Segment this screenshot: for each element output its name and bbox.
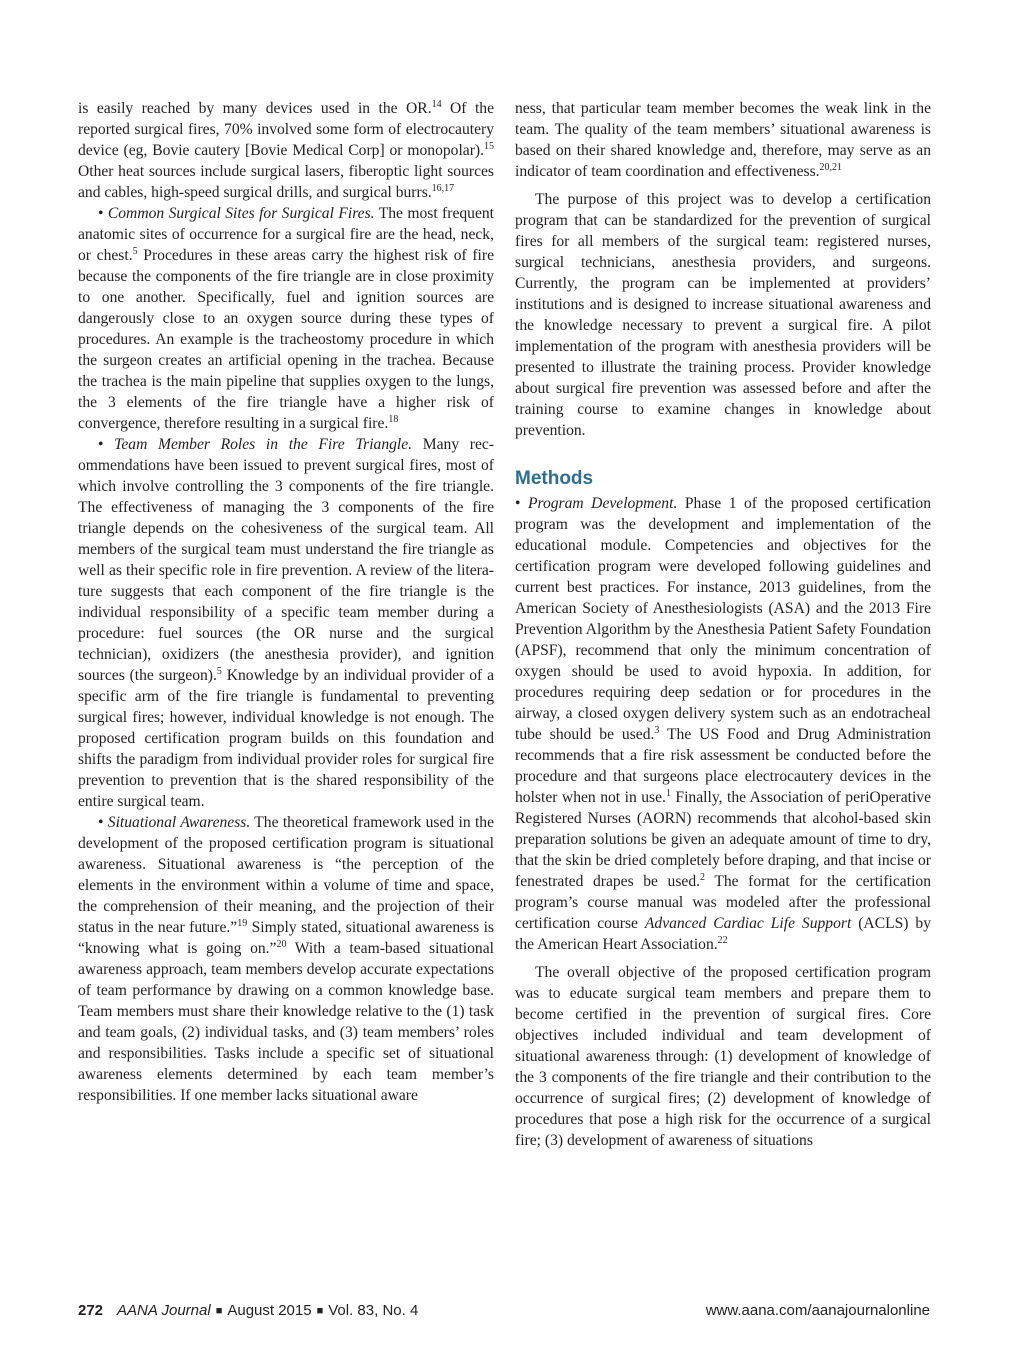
body-text: Many recommendations have been issued to prevent surgical fires, most of which involve controlling the 3 components of the fire triangle. The effectiveness of managing the 3 components of the fire triangle depends on the cohesiveness of the surgical team. All members of the surgical team must understand the fire triangle as well as their specific role in fire prevention. A review of the literature suggests that each component of the fire triangle is the individual responsibility of a specific team member during a procedure: fuel sources (the OR nurse and the surgical technician), oxidizers (the anesthesia provider), and ignition sources (the surgeon). (78, 436, 495, 684)
journal-name: AANA Journal (117, 1302, 211, 1319)
body-text: is easily reached by many devices used in the OR. (78, 100, 432, 117)
body-text: Other heat sources include surgical lasers, fiberoptic light sources and cables, high-speed surgical drills, and surgical burrs. (78, 163, 494, 201)
body-text: The most frequent anatomic sites of occurrence for a surgical fire are the head, neck, or chest. (78, 205, 495, 264)
body-text: The overall objective of the proposed certification program was to educate surgical team members and prepare them to become certified in the prevention of surgical fires. Core objectives included individual and team development of situational awareness through: (1) development of knowledge of the 3 components of the fire triangle and their contribution to the occurrence of surgical fires; (2) development of knowledge of procedures that pose a high risk for the occurrence of a surgical fire; (3) development of awareness of situations (515, 964, 931, 1149)
citation: 19 (237, 918, 248, 929)
body-text: Procedures in these areas carry the highest risk of fire because the components of the fire triangle are in close proximity to one another. Specifically, fuel and ignition sources are dangerously close to an oxygen source during these types of procedures. An example is the tracheostomy procedure in which the surgeon creates an artificial opening in the trachea. Because the trachea is the main pipeline that supplies oxygen to the lungs, the 3 elements of the fire triangle have a higher risk of convergence, therefore resulting in a surgical fire. (78, 247, 494, 432)
issue-date: August 2015 (227, 1302, 312, 1319)
paragraph-situational-awareness (78, 812, 494, 1106)
body-text: Phase 1 of the proposed certification program was the development and implementation of the educational module. Competencies and objectives for the certification program were developed following guidelines and current best practices. For instance, 2013 guidelines, from the American Society of Anesthesiologists (ASA) and the 2013 Fire Prevention Algorithm by the Anesthesia Patient Safety Foundation (APSF), recommend that only the minimum concentration of oxygen should be used to avoid hypoxia. In addition, for procedures requiring deep sedation or for procedures in the airway, a closed oxygen delivery system such as an endotracheal tube should be used. (515, 495, 931, 743)
right-column (515, 98, 931, 1151)
subsection-title: Team Member Roles in the Fire Triangle. (114, 436, 413, 453)
course-title: Advanced Cardiac Life Support (644, 915, 852, 932)
citation: 16,17 (431, 183, 455, 194)
bullet: • (98, 436, 115, 453)
separator-square-icon: ■ (316, 1305, 324, 1317)
left-column (78, 98, 494, 1106)
paragraph-fire-sources (78, 98, 494, 203)
body-text: Simply stated, situational awareness is “knowing what is going on.” (78, 919, 494, 957)
section-heading-methods: Methods (515, 468, 594, 489)
body-text: Finally, the Association of periOperative Registered Nurses (AORN) recommends that alcohol-based skin preparation solutions be given an adequate amount of time to dry, that the skin be dried completely before draping, and that incise or fenestrated drapes be used. (515, 789, 931, 890)
volume-issue: Vol. 83, No. 4 (328, 1302, 419, 1319)
citation: 3 (654, 725, 660, 736)
journal-url[interactable]: www.aana.com/aanajournalonline (705, 1302, 930, 1319)
paragraph-weak-link (515, 98, 931, 182)
citation: 2 (700, 872, 706, 883)
paragraph-program-development (515, 493, 931, 955)
body-text: The theoretical framework used in the development of the proposed certification program is situational awareness. Situational awareness is “the perception of the elements in the environment within a volume of time and space, the comprehension of their meaning, and the projection of their status in the near future.” (78, 814, 495, 936)
subsection-title: Common Surgical Sites for Surgical Fires. (107, 205, 375, 222)
body-text: Of the reported surgical fires, 70% involved some form of electrocautery device (eg, Bovie cautery [Bovie Medical Corp] or monopolar). (78, 100, 494, 159)
citation: 5 (132, 246, 138, 257)
separator-square-icon: ■ (215, 1305, 223, 1317)
citation: 1 (665, 788, 671, 799)
page-footer (78, 1302, 930, 1326)
bullet: • (98, 205, 108, 222)
body-text: The US Food and Drug Administration recommends that a fire risk assessment be conducted before the procedure and that surgeons place electrocautery devices in the holster when not in use. (515, 726, 931, 806)
body-text: ness, that particular team member becomes the weak link in the team. The quality of the team members’ situational awareness is based on their shared knowledge and, therefore, may serve as an indicator of team coordination and effectiveness. (515, 100, 931, 180)
citation: 18 (388, 414, 399, 425)
bullet: • (98, 814, 108, 831)
paragraph-purpose (515, 189, 931, 441)
page-number: 272 (78, 1302, 104, 1319)
citation: 5 (216, 666, 222, 677)
citation: 20 (276, 939, 287, 950)
citation: 15 (484, 141, 494, 152)
citation: 22 (717, 935, 728, 946)
body-text: Knowledge by an individual provider of a specific arm of the fire triangle is fundamental to preventing surgical fires; however, individual knowledge is not enough. The proposed certification program builds on this foundation and shifts the paradigm from individual provider roles for surgical fire prevention to prevention that is the shared responsibility of the entire surgical team. (78, 667, 494, 810)
body-text: The purpose of this project was to develop a certification program that can be standardized for the prevention of surgical fires for all members of the surgical team: registered nurses, surgical technicians, anesthesia providers, and surgeons. Currently, the program can be implemented at providers’ institutions and is designed to increase situational awareness and the knowledge necessary to prevent a surgical fire. A pilot implementation of the program with anesthesia providers will be presented to illustrate the training process. Provider knowledge about surgical fire prevention was assessed before and after the training course to examine changes in knowledge about prevention. (515, 191, 931, 439)
bullet: • (515, 495, 528, 512)
subsection-title: Program Development. (527, 495, 678, 512)
paragraph-common-sites (78, 203, 494, 434)
body-text: (ACLS) by the American Heart Association. (515, 915, 931, 953)
footer-citation (78, 1302, 418, 1319)
paragraph-team-roles (78, 434, 494, 812)
body-text: The format for the certification program’s course manual was modeled after the professional certification course (515, 873, 931, 932)
citation: 14 (431, 99, 442, 110)
subsection-title: Situational Awareness. (107, 814, 251, 831)
body-text: With a team-based situational awareness approach, team members develop accurate expectations of team performance by drawing on a common knowledge base. Team members must share their knowledge relative to the (1) task and team goals, (2) individual tasks, and (3) team members’ roles and responsibilities. Tasks include a specific set of situational awareness elements determined by each team member’s responsibilities. If one member lacks situational aware (78, 940, 494, 1104)
paragraph-overall-objective (515, 962, 931, 1151)
citation: 20,21 (819, 162, 843, 173)
